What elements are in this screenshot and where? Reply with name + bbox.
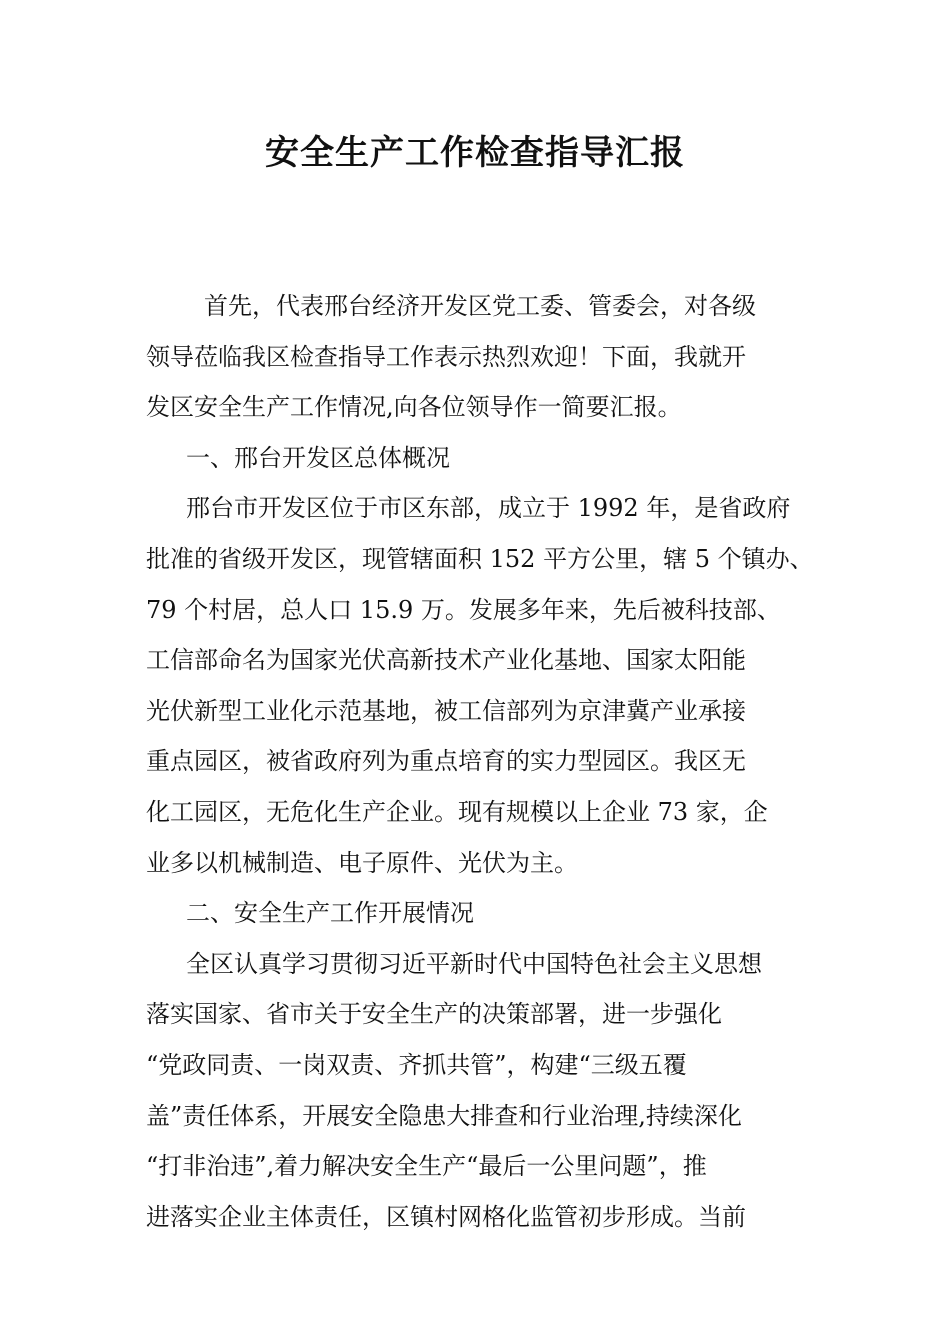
paragraph-line: 盖”责任体系，开展安全隐患大排查和行业治理,持续深化 bbox=[146, 1101, 742, 1130]
paragraph-line: 邢台市开发区位于市区东部，成立于 1992 年，是省政府 bbox=[186, 494, 791, 523]
paragraph-line: 落实国家、省市关于安全生产的决策部署，进一步强化 bbox=[146, 1000, 722, 1029]
paragraph-line: 79 个村居，总人口 15.9 万。发展多年来，先后被科技部、 bbox=[146, 595, 781, 624]
paragraph-line: 全区认真学习贯彻习近平新时代中国特色社会主义思想 bbox=[186, 949, 762, 978]
paragraph-line: 领导莅临我区检查指导工作表示热烈欢迎！下面，我就开 bbox=[146, 342, 746, 371]
paragraph-line: “党政同责、一岗双责、齐抓共管”，构建“三级五覆 bbox=[146, 1050, 687, 1079]
document-body bbox=[146, 281, 816, 1242]
paragraph-line: 首先，代表邢台经济开发区党工委、管委会，对各级 bbox=[204, 292, 756, 320]
paragraph-line: 批准的省级开发区，现管辖面积 152 平方公里，辖 5 个镇办、 bbox=[146, 544, 814, 573]
paragraph-line: “打非治违”,着力解决安全生产“最后一公里问题”，推 bbox=[146, 1152, 707, 1181]
section-heading: 二、安全生产工作开展情况 bbox=[186, 899, 474, 928]
document-title: 安全生产工作检查指导汇报 bbox=[265, 133, 685, 173]
paragraph-line: 工信部命名为国家光伏高新技术产业化基地、国家太阳能 bbox=[146, 646, 746, 675]
paragraph-line: 光伏新型工业化示范基地，被工信部列为京津冀产业承接 bbox=[146, 696, 746, 725]
section-heading: 一、邢台开发区总体概况 bbox=[186, 443, 450, 472]
paragraph-line: 进落实企业主体责任，区镇村网格化监管初步形成。当前 bbox=[146, 1202, 746, 1231]
paragraph-line: 发区安全生产工作情况,向各位领导作一简要汇报。 bbox=[146, 393, 682, 422]
paragraph-line: 化工园区，无危化生产企业。现有规模以上企业 73 家，企 bbox=[146, 797, 768, 826]
paragraph-line: 业多以机械制造、电子原件、光伏为主。 bbox=[146, 848, 578, 877]
paragraph-line: 重点园区，被省政府列为重点培育的实力型园区。我区无 bbox=[146, 747, 746, 776]
